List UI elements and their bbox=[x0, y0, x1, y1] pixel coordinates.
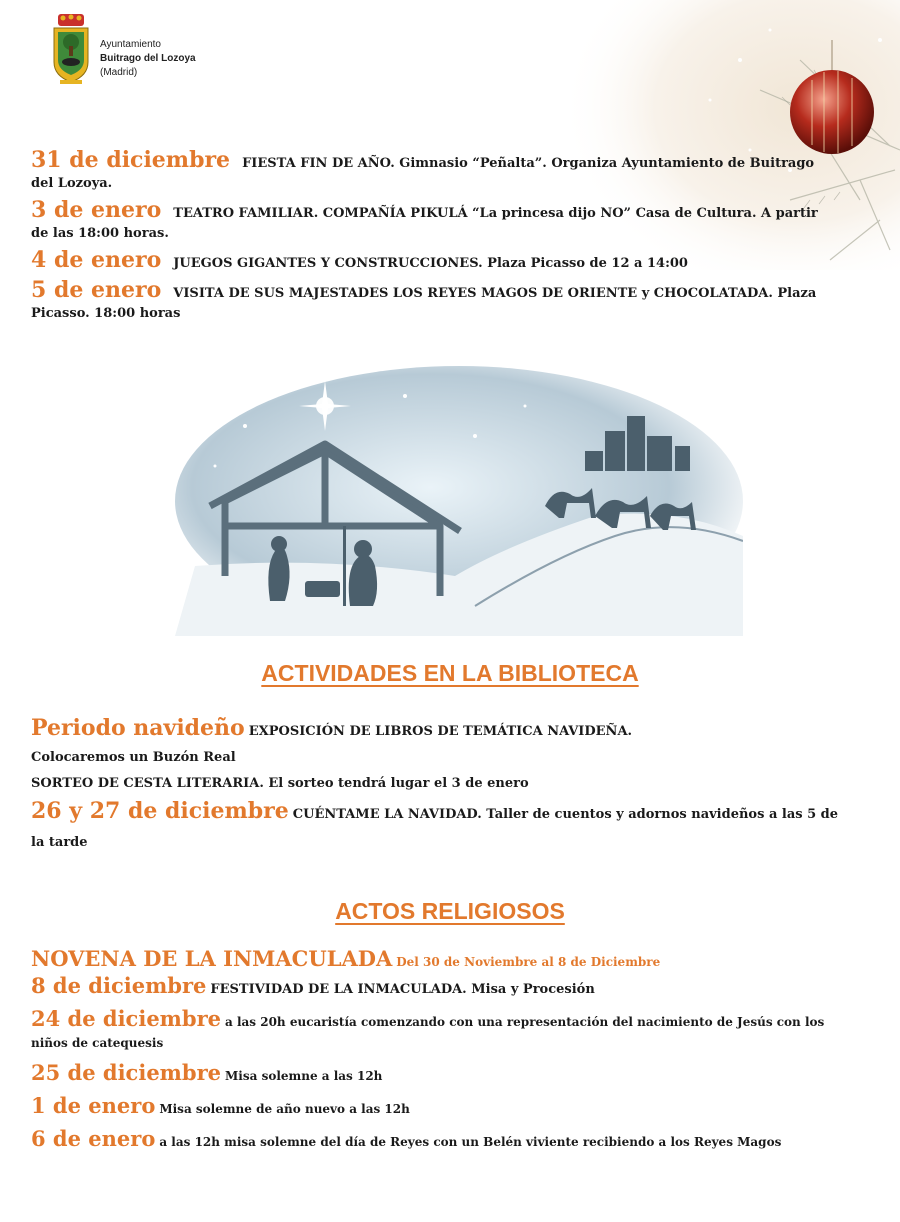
period-label: Periodo navideño bbox=[31, 715, 245, 741]
library-line: Colocaremos un Buzón Real bbox=[31, 750, 236, 765]
religious-item bbox=[31, 1095, 851, 1120]
library-period bbox=[31, 715, 851, 745]
event-item bbox=[31, 147, 831, 194]
period-text: EXPOSICIÓN DE LIBROS DE TEMÁTICA NAVIDEÑA. bbox=[248, 724, 633, 739]
event-date: 31 de diciembre bbox=[31, 147, 231, 173]
event-date: 5 de enero bbox=[31, 277, 162, 303]
event-date: 3 de enero bbox=[31, 197, 162, 223]
coat-of-arms-logo bbox=[50, 12, 92, 86]
library-section-title: ACTIVIDADES EN LA BIBLIOTECA bbox=[261, 660, 639, 686]
event-item bbox=[31, 197, 831, 244]
religious-date: 24 de diciembre bbox=[31, 1006, 222, 1031]
religious-text: Misa solemne a las 12h bbox=[225, 1069, 383, 1083]
library-line: SORTEO DE CESTA LITERARIA. El sorteo tendrá lugar el 3 de enero bbox=[31, 776, 529, 791]
religious-item bbox=[31, 975, 851, 1000]
municipality-name bbox=[100, 38, 196, 80]
novena-row bbox=[31, 948, 851, 973]
library-activities bbox=[31, 715, 851, 857]
event-date: 4 de enero bbox=[31, 247, 162, 273]
religious-events bbox=[31, 948, 851, 1161]
event-text: FIESTA FIN DE AÑO. Gimnasio “Peñalta”. Organiza Ayuntamiento de Buitrago del Lozoya. bbox=[31, 156, 815, 191]
religious-date: 1 de enero bbox=[31, 1093, 156, 1118]
event-text: JUEGOS GIGANTES Y CONSTRUCCIONES. Plaza Picasso de 12 a 14:00 bbox=[173, 256, 688, 271]
nativity-scene-image bbox=[175, 366, 743, 636]
religious-text: a las 12h misa solemne del día de Reyes con un Belén viviente recibiendo a los Reyes Magos bbox=[159, 1135, 782, 1149]
religious-item bbox=[31, 1062, 851, 1087]
religious-text: a las 20h eucaristía comenzando con una representación del nacimiento de Jesús con los niños de catequesis bbox=[31, 1015, 825, 1050]
religious-item bbox=[31, 1008, 851, 1054]
novena-dates: Del 30 de Noviembre al 8 de Diciembre bbox=[396, 955, 661, 969]
religious-date: 6 de enero bbox=[31, 1126, 156, 1151]
org-line-3: (Madrid) bbox=[100, 67, 138, 78]
religious-section-title: ACTOS RELIGIOSOS bbox=[335, 898, 565, 924]
events-list bbox=[31, 147, 831, 330]
event-text: VISITA DE SUS MAJESTADES LOS REYES MAGOS DE ORIENTE y CHOCOLATADA. Plaza Picasso. 18:00 horas bbox=[31, 286, 817, 321]
religious-text: Misa solemne de año nuevo a las 12h bbox=[159, 1102, 410, 1116]
religious-date: 8 de diciembre bbox=[31, 973, 207, 998]
org-line-2: Buitrago del Lozoya bbox=[100, 53, 196, 64]
novena-title: NOVENA DE LA INMACULADA bbox=[31, 946, 393, 971]
org-line-1: Ayuntamiento bbox=[100, 39, 161, 50]
workshop-text: CUÉNTAME LA NAVIDAD. Taller de cuentos y adornos navideños a las 5 de la tarde bbox=[31, 807, 839, 850]
event-text: TEATRO FAMILIAR. COMPAÑÍA PIKULÁ “La princesa dijo NO” Casa de Cultura. A partir de las 18:00 horas. bbox=[31, 206, 818, 241]
event-item bbox=[31, 247, 831, 274]
event-item bbox=[31, 277, 831, 324]
workshop-date: 26 y 27 de diciembre bbox=[31, 798, 289, 824]
library-workshop bbox=[31, 797, 851, 857]
religious-item bbox=[31, 1128, 851, 1153]
religious-date: 25 de diciembre bbox=[31, 1060, 222, 1085]
religious-text: FESTIVIDAD DE LA INMACULADA. Misa y Procesión bbox=[210, 982, 595, 997]
